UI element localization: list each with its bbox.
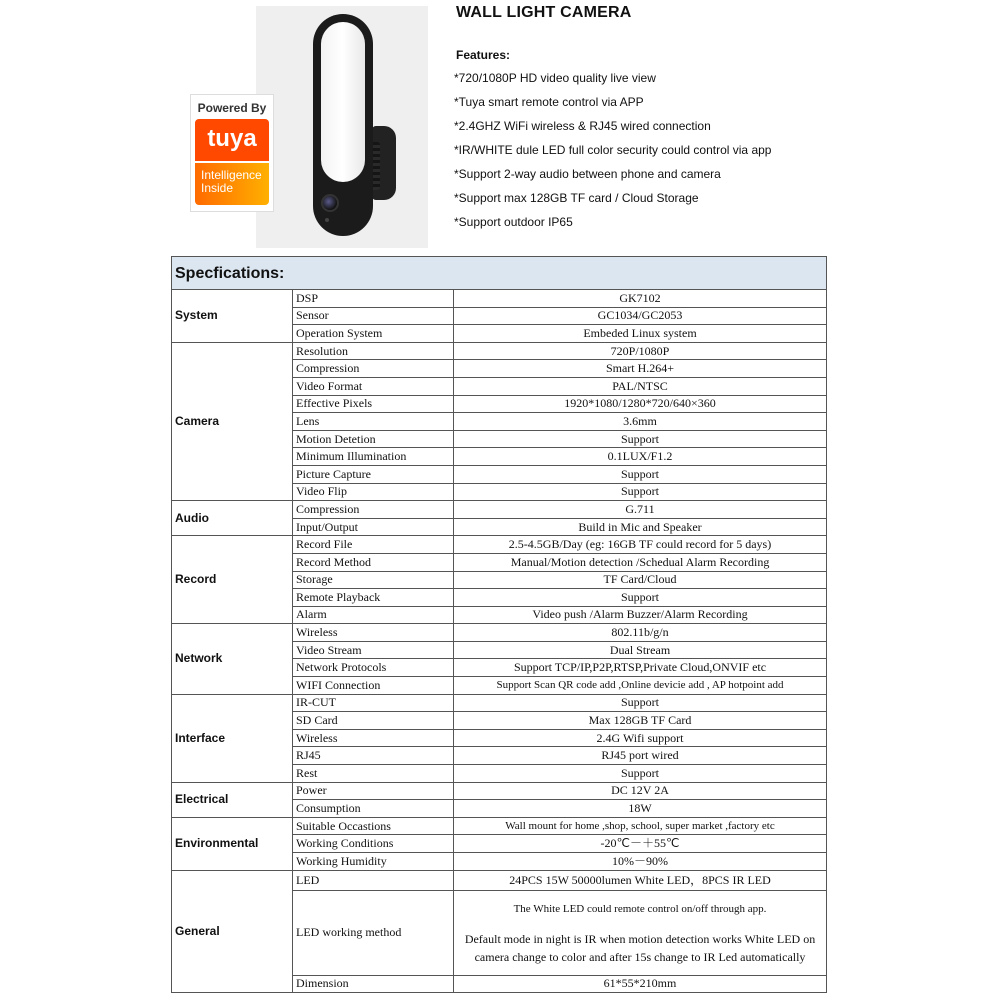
feature-item: *Support max 128GB TF card / Cloud Storage [454, 191, 699, 205]
spec-value-led-method [454, 890, 827, 975]
spec-value: Build in Mic and Speaker [454, 518, 827, 536]
spec-value: Dual Stream [454, 641, 827, 659]
table-row [172, 536, 827, 554]
spec-category: Electrical [172, 782, 293, 817]
table-row [172, 624, 827, 642]
spec-category: System [172, 290, 293, 343]
led-method-remote-note: The White LED could remote control on/off through app. [513, 902, 767, 915]
spec-category: Environmental [172, 817, 293, 870]
spec-value: 10%－90% [454, 853, 827, 871]
spec-label: Suitable Occastions [293, 817, 454, 835]
spec-label: Motion Detetion [293, 430, 454, 448]
spec-value: Video push /Alarm Buzzer/Alarm Recording [454, 606, 827, 624]
spec-value: 61*55*210mm [454, 975, 827, 993]
spec-value: 802.11b/g/n [454, 624, 827, 642]
spec-label: Rest [293, 765, 454, 783]
camera-lens-icon [321, 194, 339, 212]
camera-sensor-dot [325, 218, 329, 222]
spec-label: LED working method [293, 890, 454, 975]
spec-label: IR-CUT [293, 694, 454, 712]
spec-category: Interface [172, 694, 293, 782]
spec-label: RJ45 [293, 747, 454, 765]
spec-label: Video Format [293, 377, 454, 395]
spec-label: Dimension [293, 975, 454, 993]
spec-category: Camera [172, 342, 293, 500]
led-method-night-mode: Default mode in night is IR when motion detection works White LED on camera change to color and after 15s change to IR Led automatically [464, 931, 816, 964]
spec-label: Remote Playback [293, 589, 454, 607]
spec-label: Compression [293, 501, 454, 519]
spec-label: Video Flip [293, 483, 454, 501]
spec-label: Wireless [293, 729, 454, 747]
logo-brand: tuya [195, 119, 269, 161]
spec-label: LED [293, 870, 454, 890]
tuya-logo [190, 94, 274, 212]
spec-value: Support [454, 765, 827, 783]
spec-label: Record File [293, 536, 454, 554]
logo-tagline-line1: Intelligence [201, 168, 262, 182]
page-title: WALL LIGHT CAMERA [456, 4, 632, 21]
spec-category: Network [172, 624, 293, 694]
spec-value: Support Scan QR code add ,Online devicie add , AP hotpoint add [454, 677, 827, 695]
spec-label: Operation System [293, 325, 454, 343]
feature-item: *IR/WHITE dule LED full color security could control via app [454, 143, 772, 157]
spec-value: Support [454, 694, 827, 712]
spec-label: Network Protocols [293, 659, 454, 677]
spec-label: Sensor [293, 307, 454, 325]
spec-category: General [172, 870, 293, 993]
spec-label: Effective Pixels [293, 395, 454, 413]
feature-item: *720/1080P HD video quality live view [454, 71, 656, 85]
spec-table [171, 256, 827, 993]
features-list [454, 70, 771, 238]
spec-value: -20℃－＋55℃ [454, 835, 827, 853]
spec-label: Minimum Illumination [293, 448, 454, 466]
spec-value: Support [454, 589, 827, 607]
spec-label: Consumption [293, 800, 454, 818]
spec-category: Record [172, 536, 293, 624]
table-row [172, 870, 827, 890]
spec-value: 2.5-4.5GB/Day (eg: 16GB TF could record for 5 days) [454, 536, 827, 554]
feature-item: *Support 2-way audio between phone and camera [454, 167, 721, 181]
spec-label: Alarm [293, 606, 454, 624]
spec-value: Wall mount for home ,shop, school, super market ,factory etc [454, 817, 827, 835]
spec-value: DC 12V 2A [454, 782, 827, 800]
camera-body [313, 14, 373, 236]
spec-value: 720P/1080P [454, 342, 827, 360]
spec-header-row [172, 257, 827, 290]
feature-item: *Tuya smart remote control via APP [454, 95, 644, 109]
table-row [172, 342, 827, 360]
table-row [172, 501, 827, 519]
spec-header: Specfications: [172, 257, 827, 290]
spec-value: TF Card/Cloud [454, 571, 827, 589]
spec-label: Picture Capture [293, 465, 454, 483]
table-row [172, 782, 827, 800]
spec-label: Video Stream [293, 641, 454, 659]
spec-value: Manual/Motion detection /Schedual Alarm Recording [454, 553, 827, 571]
spec-category: Audio [172, 501, 293, 536]
spec-label: Resolution [293, 342, 454, 360]
logo-tagline-line2: Inside [201, 181, 234, 195]
spec-label: Wireless [293, 624, 454, 642]
spec-value: Support [454, 465, 827, 483]
spec-value: Support [454, 430, 827, 448]
spec-value: Max 128GB TF Card [454, 712, 827, 730]
logo-tagline [195, 163, 269, 205]
table-row [172, 290, 827, 308]
spec-value: Embeded Linux system [454, 325, 827, 343]
features-heading: Features: [456, 48, 511, 62]
spec-label: Storage [293, 571, 454, 589]
spec-value: Support TCP/IP,P2P,RTSP,Private Cloud,ONVIF etc [454, 659, 827, 677]
feature-item: *2.4GHZ WiFi wireless & RJ45 wired connection [454, 119, 711, 133]
table-row [172, 694, 827, 712]
spec-value: GC1034/GC2053 [454, 307, 827, 325]
spec-label: Record Method [293, 553, 454, 571]
spec-label: Power [293, 782, 454, 800]
spec-value: 3.6mm [454, 413, 827, 431]
spec-label: DSP [293, 290, 454, 308]
spec-value: 2.4G Wifi support [454, 729, 827, 747]
spec-label: Compression [293, 360, 454, 378]
camera-light-panel [321, 22, 365, 182]
spec-value: 1920*1080/1280*720/640×360 [454, 395, 827, 413]
spec-label: Lens [293, 413, 454, 431]
spec-value: 0.1LUX/F1.2 [454, 448, 827, 466]
spec-label: Input/Output [293, 518, 454, 536]
product-image [256, 6, 428, 248]
spec-label: WIFI Connection [293, 677, 454, 695]
spec-value: G.711 [454, 501, 827, 519]
spec-value: 18W [454, 800, 827, 818]
spec-value: RJ45 port wired [454, 747, 827, 765]
spec-label: Working Conditions [293, 835, 454, 853]
spec-value: Support [454, 483, 827, 501]
spec-label: SD Card [293, 712, 454, 730]
feature-item: *Support outdoor IP65 [454, 215, 573, 229]
spec-value: PAL/NTSC [454, 377, 827, 395]
spec-value: GK7102 [454, 290, 827, 308]
table-row [172, 817, 827, 835]
spec-value: 24PCS 15W 50000lumen White LED，8PCS IR LED [454, 870, 827, 890]
spec-value: Smart H.264+ [454, 360, 827, 378]
logo-powered-by: Powered By [197, 101, 267, 115]
spec-label: Working Humidity [293, 853, 454, 871]
